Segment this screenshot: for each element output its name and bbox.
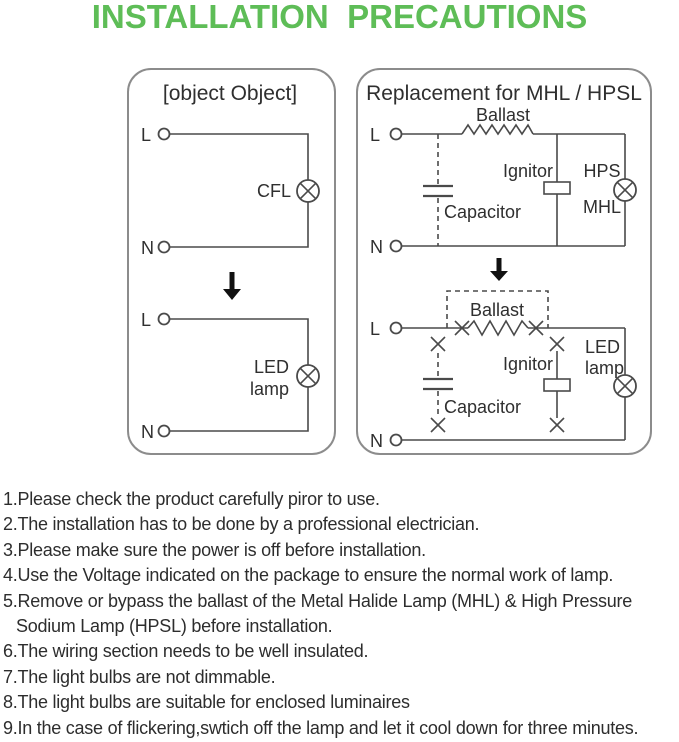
neutral-terminal-icon — [391, 241, 402, 252]
precaution-item-6: 6.The wiring section needs to be well insulated. — [3, 641, 369, 662]
live-terminal-icon — [391, 129, 402, 140]
capacitor-label: Capacitor — [444, 397, 522, 417]
capacitor-icon — [423, 134, 453, 246]
hps-label: HPS — [583, 161, 621, 181]
led-lamp-label-line1: LED — [253, 357, 289, 377]
led-lamp-icon — [297, 365, 319, 387]
page-title: INSTALLATION PRECAUTIONS — [91, 0, 588, 35]
mhl-panel-title: Replacement for MHL / HPSL — [366, 82, 642, 105]
precaution-item-9: 9.In the case of flickering,swtich off the lamp and let it cool down for three minutes. — [3, 717, 639, 738]
ignitor-icon — [544, 134, 570, 246]
down-arrow-icon — [490, 258, 508, 281]
precaution-item-5: 5.Remove or bypass the ballast of the Metal Halide Lamp (MHL) & High Pressure Sodium Lamp (HPSL) before installation. — [3, 590, 633, 637]
mhl-label: MHL — [582, 197, 622, 217]
cross-out-icon — [431, 418, 445, 432]
live-label-bottom: L — [370, 319, 381, 339]
live-label-top: L — [141, 125, 152, 145]
neutral-terminal-icon — [391, 435, 402, 446]
cross-out-icon — [550, 418, 564, 432]
cfl-panel-title: [object Object] — [162, 82, 298, 105]
precaution-item-1: 1.Please check the product carefully piror to use. — [3, 489, 380, 509]
precaution-item-4: 4.Use the Voltage indicated on the package to ensure the normal work of lamp. — [3, 565, 614, 586]
capacitor-label: Capacitor — [444, 202, 522, 222]
live-label-top: L — [370, 125, 381, 145]
led-lamp-icon — [614, 375, 636, 397]
cfl-lamp-label: CFL — [256, 181, 291, 201]
neutral-terminal-icon — [159, 426, 170, 437]
mhl-diagram — [358, 70, 650, 453]
cross-out-icon — [431, 337, 445, 351]
ignitor-label: Ignitor — [502, 161, 553, 181]
cfl-panel — [127, 68, 336, 455]
ballast-coil-icon — [462, 125, 533, 134]
ignitor-label: Ignitor — [502, 354, 553, 374]
led-lamp-label-line2: lamp — [249, 379, 289, 399]
neutral-label-top: N — [141, 238, 154, 258]
ballast-label: Ballast — [475, 105, 531, 125]
ballast-label: Ballast — [469, 300, 525, 320]
neutral-label-top: N — [370, 237, 383, 257]
neutral-terminal-icon — [159, 242, 170, 253]
live-terminal-icon — [159, 314, 170, 325]
precautions-list — [3, 487, 675, 741]
precaution-item-3: 3.Please make sure the power is off before installation. — [3, 539, 426, 560]
neutral-label-bottom: N — [370, 431, 383, 451]
precaution-item-7: 7.The light bulbs are not dimmable. — [3, 666, 276, 687]
live-label-bottom: L — [141, 310, 152, 330]
cfl-diagram — [129, 70, 334, 453]
led-lamp-label-line2: lamp — [585, 358, 625, 378]
precaution-item-2: 2.The installation has to be done by a professional electrician. — [3, 514, 480, 535]
live-terminal-icon — [159, 129, 170, 140]
ballast-coil-icon — [468, 321, 528, 335]
live-terminal-icon — [391, 323, 402, 334]
mhl-panel — [356, 68, 652, 455]
precaution-item-8: 8.The light bulbs are suitable for enclosed luminaires — [3, 692, 410, 713]
down-arrow-icon — [223, 272, 241, 300]
cross-out-icon — [550, 337, 564, 351]
cfl-lamp-icon — [297, 180, 319, 202]
led-lamp-label-line1: LED — [585, 337, 621, 357]
neutral-label-bottom: N — [141, 422, 154, 442]
